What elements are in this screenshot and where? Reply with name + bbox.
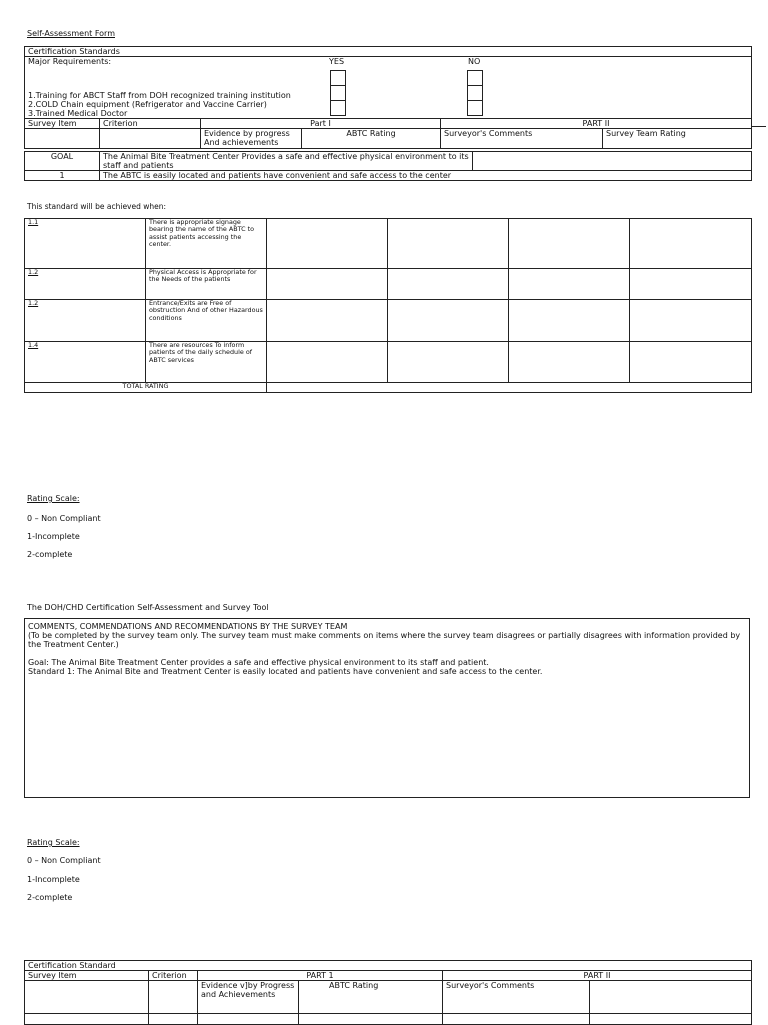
col-surveyors-comments: Surveyor's Comments [443, 981, 590, 1014]
comments-instructions: (To be completed by the survey team only. The survey team must make comments on items where the survey team disagrees or partially disagrees with information provided by the Treatment Center.) [28, 631, 741, 649]
standard-text: The ABTC is easily located and patients have convenient and safe access to the center [100, 171, 752, 181]
criteria-row [25, 300, 752, 342]
major-req-label: Major Requirements: [28, 57, 112, 66]
bottom-heading: Certification Standard [25, 961, 752, 971]
major-requirements-cell [25, 57, 752, 119]
rating-scale-item: 0 – Non Compliant [27, 514, 101, 523]
col-surveyors-comments: Surveyor's Comments [441, 129, 603, 149]
criteria-row [25, 342, 752, 383]
goal-text: The Animal Bite Treatment Center Provides a safe and effective physical environment to its staff and patients [100, 152, 473, 171]
requirement-item: 1.Training for ABCT Staff from DOH recognized training institution [28, 91, 291, 100]
yes-checkbox[interactable] [330, 100, 346, 116]
comments-box[interactable] [24, 618, 750, 798]
col-evidence: Evidence v]by Progress and Achievements [198, 981, 299, 1014]
goal-table [24, 151, 752, 181]
survey-tool-title: The DOH/CHD Certification Self-Assessment and Survey Tool [27, 603, 269, 612]
comments-standard: Standard 1: The Animal Bite and Treatment Center is easily located and patients have convenient and safe access to the center. [28, 667, 543, 676]
rating-scale-item: 1-Incomplete [27, 875, 80, 884]
criteria-row [25, 269, 752, 300]
rating-scale-1 [27, 494, 101, 568]
no-checkbox[interactable] [467, 85, 483, 101]
col-evidence: Evidence by progress And achievements [201, 129, 302, 149]
no-checkbox[interactable] [467, 100, 483, 116]
total-rating-label: TOTAL RATING [25, 383, 267, 393]
table-edge-line [752, 126, 766, 127]
criteria-table [24, 218, 752, 393]
requirement-item: 2.COLD Chain equipment (Refrigerator and Vaccine Carrier) [28, 100, 267, 109]
yes-checkbox[interactable] [330, 70, 346, 86]
yes-checkbox-group [330, 71, 348, 116]
criteria-text: Physical Access is Appropriate for the Needs of the patients [146, 269, 267, 300]
rating-scale-item: 2-complete [27, 893, 73, 902]
no-checkbox-group [467, 71, 485, 116]
criteria-num: 1.2 [25, 269, 146, 300]
col-criterion: Criterion [100, 119, 201, 129]
criteria-text: There is appropriate signage bearing the name of the ABTC to assist patients accessing the center. [146, 219, 267, 269]
col-criterion: Criterion [149, 971, 198, 981]
certification-standards-table [24, 46, 752, 181]
total-rating-row [25, 383, 752, 393]
rating-scale-item: 2-complete [27, 550, 73, 559]
col-survey-team-rating: Survey Team Rating [603, 129, 752, 149]
achieved-intro: This standard will be achieved when: [27, 202, 167, 211]
comments-title: COMMENTS, COMMENDATIONS AND RECOMMENDATIONS BY THE SURVEY TEAM [28, 622, 348, 631]
requirements-list [28, 91, 748, 118]
criteria-num: 1.4 [25, 342, 146, 383]
col-abtc-rating: ABTC Rating [302, 129, 441, 149]
col-part2: PART II [443, 971, 752, 981]
no-checkbox[interactable] [467, 70, 483, 86]
col-abtc-rating: ABTC Rating [299, 981, 443, 1014]
standard-number: 1 [25, 171, 100, 181]
criteria-num: 1.1 [25, 219, 146, 269]
goal-label: GOAL [25, 152, 100, 171]
rating-scale-title: Rating Scale: [27, 494, 80, 503]
form-title: Self-Assessment Form [27, 29, 115, 38]
cert-heading: Certification Standards [25, 47, 752, 57]
criteria-num: 1.2 [25, 300, 146, 342]
criteria-row [25, 219, 752, 269]
col-part2: PART II [441, 119, 752, 129]
requirement-item: 3.Trained Medical Doctor [28, 109, 128, 118]
yes-label: YES [329, 57, 345, 66]
rating-scale-item: 1-Incomplete [27, 532, 80, 541]
rating-scale-2 [27, 838, 101, 911]
criteria-text: There are resources To inform patients of the daily schedule of ABTC services [146, 342, 267, 383]
yes-checkbox[interactable] [330, 85, 346, 101]
bottom-certification-table [24, 960, 752, 1025]
col-part1: PART 1 [198, 971, 443, 981]
col-part1: Part I [201, 119, 441, 129]
comments-goal: Goal: The Animal Bite Treatment Center provides a safe and effective physical environment to its staff and patient. [28, 658, 489, 667]
rating-scale-item: 0 – Non Compliant [27, 856, 101, 865]
rating-scale-title: Rating Scale: [27, 838, 80, 847]
no-label: NO [468, 57, 481, 66]
col-survey-item: Survey Item [25, 119, 100, 129]
col-survey-item: Survey Item [25, 971, 149, 981]
criteria-text: Entrance/Exits are Free of obstruction And of other Hazardous conditions [146, 300, 267, 342]
